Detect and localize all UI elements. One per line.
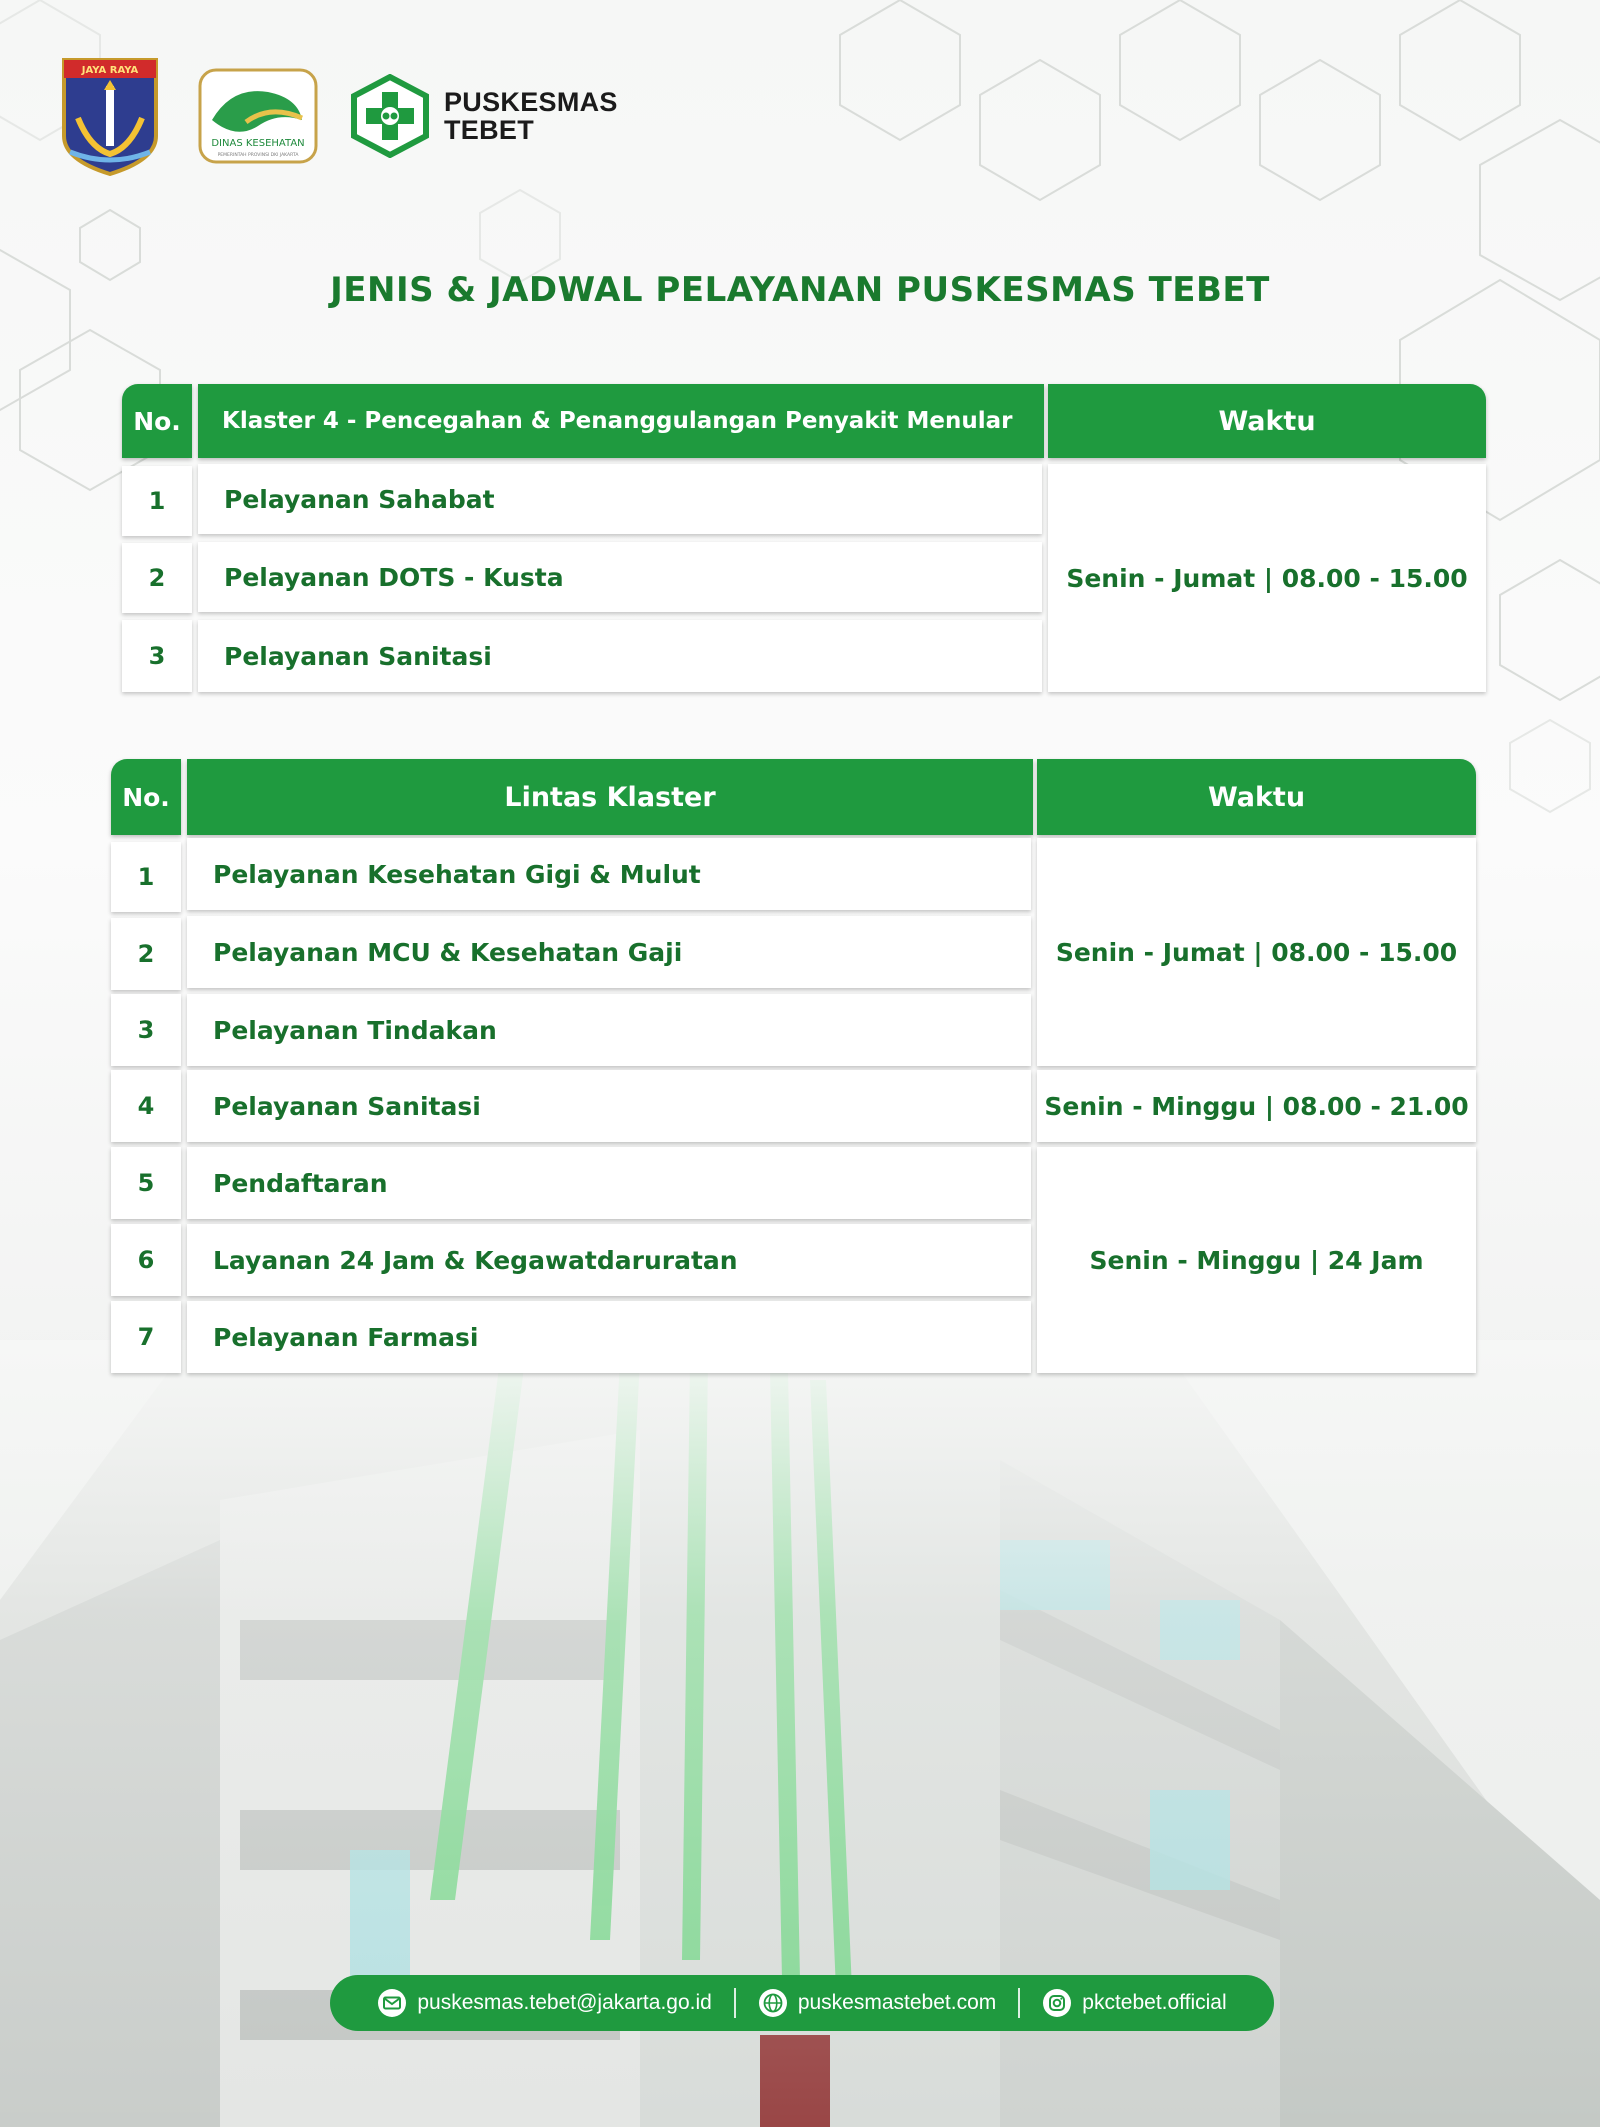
table1-row-name: Pelayanan Sanitasi <box>198 620 1042 692</box>
table2-row-no: 7 <box>111 1301 181 1373</box>
table2-header-title: Lintas Klaster <box>187 759 1033 835</box>
table1-row-no: 3 <box>122 620 192 692</box>
table2-row-name: Pelayanan Farmasi <box>187 1301 1031 1373</box>
table1-row-name: Pelayanan DOTS - Kusta <box>198 542 1042 612</box>
table2-row-name: Pelayanan MCU & Kesehatan Gaji <box>187 916 1031 988</box>
table2-row-no: 2 <box>111 918 181 990</box>
table2-row-name: Pelayanan Kesehatan Gigi & Mulut <box>187 838 1031 910</box>
table1-header-no: No. <box>122 384 192 458</box>
table2-row-name: Layanan 24 Jam & Kegawatdaruratan <box>187 1224 1031 1296</box>
dinas-kesehatan-text: DINAS KESEHATAN <box>211 138 305 149</box>
table2-row-no: 4 <box>111 1070 181 1142</box>
email-icon <box>377 1988 407 2018</box>
table2-row-name: Pendaftaran <box>187 1147 1031 1219</box>
page-title: JENIS & JADWAL PELAYANAN PUSKESMAS TEBET <box>330 270 1270 310</box>
table2-row-name: Pelayanan Tindakan <box>187 994 1031 1066</box>
puskesmas-label: PUSKESMAS <box>444 87 618 117</box>
table2-header-no: No. <box>111 759 181 835</box>
table1-header-title: Klaster 4 - Pencegahan & Penanggulangan Penyakit Menular <box>198 384 1044 458</box>
tebet-label: TEBET <box>444 115 535 145</box>
table1-row-name: Pelayanan Sahabat <box>198 464 1042 534</box>
instagram-text: pkctebet.official <box>1082 1991 1227 2014</box>
table2-row-no: 6 <box>111 1224 181 1296</box>
jakarta-crest-logo <box>60 56 160 176</box>
website-contact[interactable] <box>758 1988 996 2018</box>
table2-row-no: 1 <box>111 842 181 912</box>
instagram-contact[interactable] <box>1042 1988 1226 2018</box>
website-text: puskesmastebet.com <box>797 1991 997 2014</box>
table2-row-no: 5 <box>111 1147 181 1219</box>
table2-row-name: Pelayanan Sanitasi <box>187 1070 1031 1142</box>
email-contact[interactable] <box>377 1988 711 2018</box>
instagram-icon <box>1042 1988 1072 2018</box>
dinas-kesehatan-subtext: PEMERINTAH PROVINSI DKI JAKARTA <box>217 153 299 158</box>
table1-time-cell: Senin - Jumat | 08.00 - 15.00 <box>1048 464 1486 692</box>
separator <box>734 1988 736 2018</box>
table2-header-time: Waktu <box>1037 759 1476 835</box>
table2-row-no: 3 <box>111 994 181 1066</box>
puskesmas-logo <box>348 74 618 158</box>
table2-time-cell-weekday: Senin - Jumat | 08.00 - 15.00 <box>1037 838 1476 1066</box>
header-logos <box>60 56 618 176</box>
table2-time-cell-24h: Senin - Minggu | 24 Jam <box>1037 1147 1476 1373</box>
dinas-kesehatan-logo <box>198 68 318 164</box>
contact-bar <box>330 1975 1274 2031</box>
separator <box>1018 1988 1020 2018</box>
jaya-raya-text: JAYA RAYA <box>81 65 139 76</box>
table1-row-no: 1 <box>122 466 192 536</box>
globe-icon <box>758 1988 788 2018</box>
puskesmas-cross-icon <box>348 74 432 158</box>
table1-header-time: Waktu <box>1048 384 1486 458</box>
table1-row-no: 2 <box>122 543 192 613</box>
email-text: puskesmas.tebet@jakarta.go.id <box>417 1991 712 2014</box>
table2-time-cell-evening: Senin - Minggu | 08.00 - 21.00 <box>1037 1070 1476 1142</box>
